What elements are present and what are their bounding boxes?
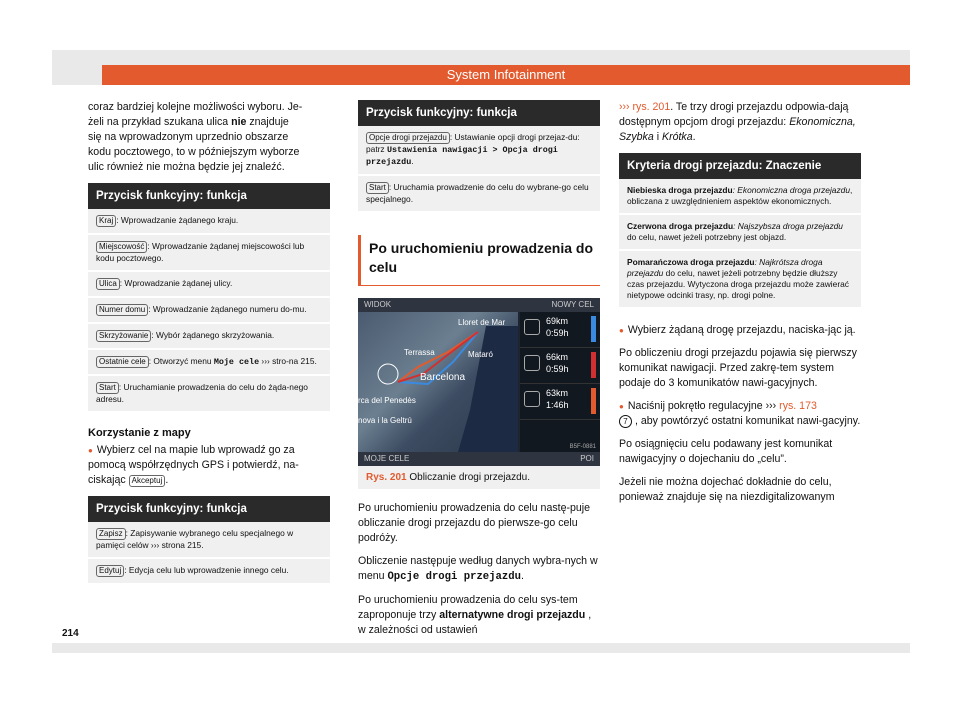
moje-cele-button[interactable]: MOJE CELE bbox=[364, 454, 410, 463]
table-row: Ostatnie cele : Otworzyć menu Moje cele ››› stro-na 215. bbox=[88, 350, 330, 376]
paragraph: Po obliczeniu drogi przejazdu pojawia się pierwszy komunikat nawigacji. Przed zakrę-tem system podaje do 3 komunikatów nawi-gacyjnych. bbox=[619, 347, 857, 389]
route-color-bar bbox=[591, 352, 596, 378]
column-2 bbox=[358, 100, 600, 646]
map-label: Terrassa bbox=[404, 348, 435, 357]
manual-page bbox=[52, 50, 910, 653]
table-row: Czerwona droga przejazdu: Najszybsza droga przejazdu do celu, nawet jeżeli potrzebny jest objazd. bbox=[619, 215, 861, 251]
paragraph: Po uruchomieniu prowadzenia do celu nastę-puje obliczanie drogi przejazdu do pierwsze-go celu podróży. bbox=[358, 502, 591, 544]
paragraph: Po osiągnięciu celu podawany jest komunikat nawigacyjny o dojechaniu do „celu”. bbox=[619, 438, 833, 465]
map-label: Mataró bbox=[468, 350, 493, 359]
table-row: Zapisz : Zapisywanie wybranego celu specjalnego w pamięci celów ››› strona 215. bbox=[88, 522, 330, 559]
ulica-button[interactable]: Ulica bbox=[96, 278, 120, 290]
route-icon bbox=[524, 391, 540, 407]
table-title: Przycisk funkcyjny: funkcja bbox=[88, 496, 330, 522]
function-table-2 bbox=[88, 496, 330, 585]
route-color-bar bbox=[591, 388, 596, 414]
poi-button[interactable]: POI bbox=[580, 454, 594, 463]
table-row: Pomarańczowa droga przejazdu: Najkrótsza droga przejazdu do celu, nawet jeżeli potrzebny będzie dłuższy czas przejazdu. Wytyczona droga przejazdu może zawierać nietypowe odcinki trasy, np. drogi polne. bbox=[619, 251, 861, 309]
intro-paragraph: coraz bardziej kolejne możliwości wyboru. Je- żeli na przykład szukana ulica nie znajduje się na wprowadzonym uprzednio obszarze kodu pocztowego, to w późniejszym wyborze ulic również nie można będzie jej znaleźć. bbox=[88, 101, 303, 173]
map-paragraph: ● Wybierz cel na mapie lub wprowadź go za pomocą współrzędnych GPS i potwierdź, na- ciskając Akceptuj . bbox=[88, 443, 330, 488]
paragraph: Po uruchomieniu prowadzenia do celu sys-tem zaproponuje trzy alternatywne drogi przejazdu , w zależności od ustawień bbox=[358, 594, 592, 636]
akceptuj-button[interactable]: Akceptuj bbox=[129, 475, 166, 487]
table-row: Ulica : Wprowadzanie żądanej ulicy. bbox=[88, 272, 330, 298]
bullet-paragraph: ● Naciśnij pokrętło regulacyjne ››› rys. 173 7 , aby powtórzyć ostatni komunikat nawi-gacyjny. bbox=[619, 399, 861, 429]
bullet-icon bbox=[88, 444, 97, 456]
chapter-header: System Infotainment bbox=[102, 65, 910, 85]
table-row: Edytuj : Edycja celu lub wprowadzenie innego celu. bbox=[88, 559, 330, 585]
bullet-icon bbox=[619, 400, 628, 412]
column-3 bbox=[619, 100, 861, 513]
map-label: rca del Penedès bbox=[358, 396, 416, 405]
map-view bbox=[358, 312, 518, 452]
route-icon bbox=[524, 319, 540, 335]
section-title: Po uruchomieniu prowadzenia do celu bbox=[358, 235, 600, 286]
widok-button[interactable]: WIDOK bbox=[364, 300, 392, 309]
map-heading: Korzystanie z mapy bbox=[88, 427, 191, 439]
kraj-button[interactable]: Kraj bbox=[96, 215, 116, 227]
numer-domu-button[interactable]: Numer domu bbox=[96, 304, 148, 316]
paragraph: Obliczenie następuje według danych wybra-nych w menu Opcje drogi przejazdu. bbox=[358, 555, 598, 583]
route-options-panel bbox=[520, 312, 600, 452]
bullet-paragraph: ● Wybierz żądaną drogę przejazdu, naciska-jąc ją. bbox=[619, 323, 861, 338]
number-badge: 7 bbox=[619, 415, 632, 428]
table-row: Miejscowość : Wprowadzanie żądanej miejscowości lub kodu pocztowego. bbox=[88, 235, 330, 272]
function-table-3 bbox=[358, 100, 600, 213]
edytuj-button[interactable]: Edytuj bbox=[96, 565, 124, 577]
table-row: Skrzyżowanie : Wybór żądanego skrzyżowania. bbox=[88, 324, 330, 350]
table-row: Start : Uruchamianie prowadzenia do celu do żąda-nego adresu. bbox=[88, 376, 330, 413]
table-row: Numer domu : Wprowadzanie żądanego numeru do-mu. bbox=[88, 298, 330, 324]
map-label: Lloret de Mar bbox=[458, 318, 506, 327]
function-table-1 bbox=[88, 183, 330, 413]
route-icon bbox=[524, 355, 540, 371]
route-option[interactable]: 69km 0:59h bbox=[520, 312, 600, 348]
figure-code: B5F-0881 bbox=[569, 444, 596, 450]
table-title: Przycisk funkcyjny: funkcja bbox=[358, 100, 600, 126]
ostatnie-cele-button[interactable]: Ostatnie cele bbox=[96, 356, 149, 368]
skrzyzowanie-button[interactable]: Skrzyżowanie bbox=[96, 330, 151, 342]
map-label: nova i la Geltrú bbox=[358, 416, 412, 425]
paragraph: ››› rys. 201. Te trzy drogi przejazdu odpowia-dają dostępnym opcjom drogi przejazdu: Ekonomiczna, Szybka i Krótka. bbox=[619, 101, 856, 143]
table-title: Przycisk funkcyjny: funkcja bbox=[88, 183, 330, 209]
paragraph: Jeżeli nie można dojechać dokładnie do celu, ponieważ znajduje się na niezdigitalizowanym bbox=[619, 476, 835, 503]
zapisz-button[interactable]: Zapisz bbox=[96, 528, 126, 540]
table-title: Kryteria drogi przejazdu: Znaczenie bbox=[619, 153, 861, 179]
start-button[interactable]: Start bbox=[96, 382, 119, 394]
miejscowosc-button[interactable]: Miejscowość bbox=[96, 241, 147, 253]
opcje-drogi-button[interactable]: Opcje drogi przejazdu bbox=[366, 132, 450, 144]
navigation-screen-figure bbox=[358, 298, 600, 466]
criteria-table bbox=[619, 153, 861, 309]
route-option[interactable]: 66km 0:59h bbox=[520, 348, 600, 384]
table-row: Opcje drogi przejazdu : Ustawianie opcji drogi przejaz-du: patrz Ustawienia nawigacji > Opcja drogi przejazdu. bbox=[358, 126, 600, 176]
nowy-cel-button[interactable]: NOWY CEL bbox=[551, 300, 594, 309]
table-row: Niebieska droga przejazdu: Ekonomiczna droga przejazdu, obliczana z uwzględnieniem aspektów ekonomicznych. bbox=[619, 179, 861, 215]
table-row: Start : Uruchamia prowadzenie do celu do wybrane-go celu specjalnego. bbox=[358, 176, 600, 213]
bullet-icon bbox=[619, 324, 628, 336]
table-row: Kraj : Wprowadzanie żądanego kraju. bbox=[88, 209, 330, 235]
figure-caption: Rys. 201 Obliczanie drogi przejazdu. bbox=[358, 466, 600, 489]
route-color-bar bbox=[591, 316, 596, 342]
figure-link[interactable]: rys. 201 bbox=[632, 101, 671, 113]
map-label: Barcelona bbox=[420, 372, 466, 383]
route-option[interactable]: 63km 1:46h bbox=[520, 384, 600, 420]
page-number: 214 bbox=[62, 628, 79, 639]
column-1 bbox=[88, 100, 330, 599]
start-button[interactable]: Start bbox=[366, 182, 389, 194]
page-content bbox=[52, 85, 910, 643]
figure-link[interactable]: rys. 173 bbox=[779, 400, 817, 412]
